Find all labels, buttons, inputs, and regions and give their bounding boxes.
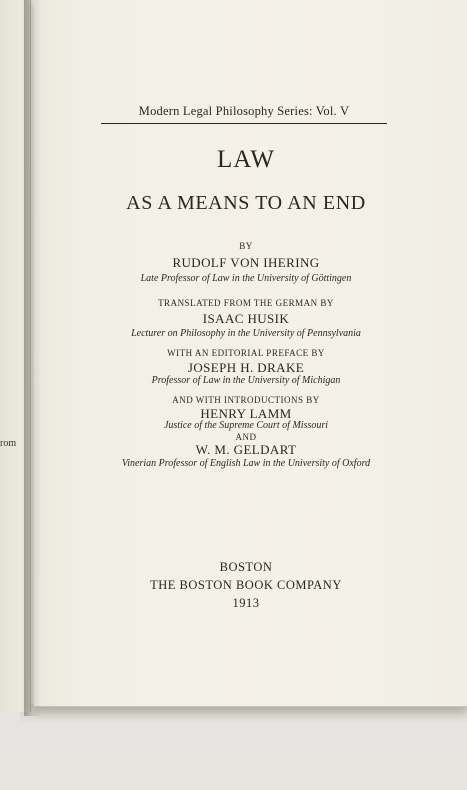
publication-year: 1913 [232, 596, 260, 610]
publisher-city: BOSTON [219, 560, 273, 574]
left-page-fragment: rom [0, 438, 17, 449]
translator-description: Lecturer on Philosophy in the University of Pennsylvania [131, 328, 361, 339]
by-label: BY [239, 241, 253, 251]
intro-author-2-name: W. M. GELDART [195, 442, 297, 457]
book-subtitle: AS A MEANS TO AN END [126, 192, 366, 214]
preface-label: WITH AN EDITORIAL PREFACE BY [167, 348, 325, 358]
publisher-name: THE BOSTON BOOK COMPANY [150, 578, 342, 592]
intro-author-2-description: Vinerian Professor of English Law in the University of Oxford [121, 458, 371, 469]
title-block [46, 0, 446, 790]
and-label: AND [235, 432, 257, 442]
book-title: LAW [217, 146, 275, 173]
intro-author-1-name: HENRY LAMM [200, 406, 292, 421]
author-description: Late Professor of Law in the University of Göttingen [140, 273, 352, 284]
preface-author-name: JOSEPH H. DRAKE [187, 360, 305, 375]
translated-by-label: TRANSLATED FROM THE GERMAN BY [158, 298, 334, 308]
series-title: Modern Legal Philosophy Series: Vol. V [101, 104, 387, 124]
translator-name: ISAAC HUSIK [202, 311, 290, 326]
gutter-shadow [24, 0, 42, 716]
introductions-label: AND WITH INTRODUCTIONS BY [172, 395, 320, 405]
intro-author-1-description: Justice of the Supreme Court of Missouri [163, 420, 329, 431]
author-name: RUDOLF VON IHERING [172, 255, 320, 270]
preface-author-description: Professor of Law in the University of Michigan [151, 375, 341, 386]
